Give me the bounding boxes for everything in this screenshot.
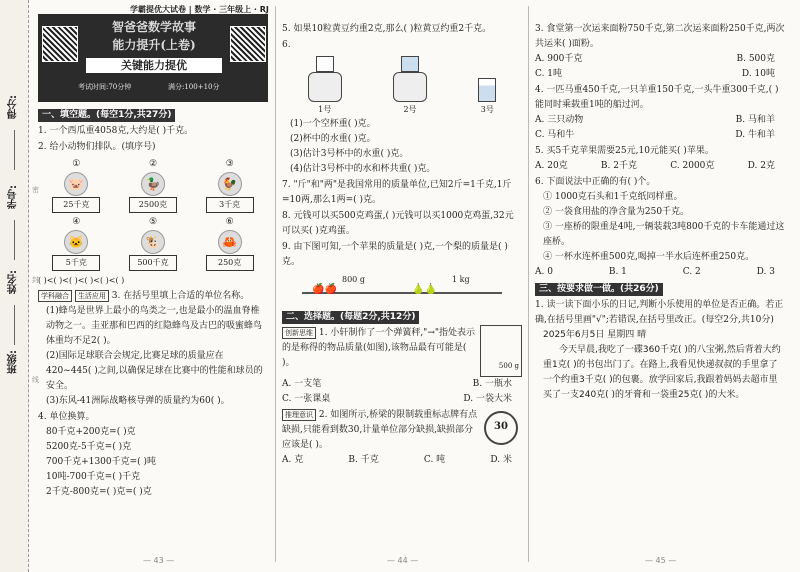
- s3-q1: 1. 读一读下面小乐的日记,判断小乐使用的单位是否正确。若正确,在括号里画"√";若错误,在括号里改正。(每空2分,共10分): [535, 300, 784, 325]
- conversion-1: 80千克+200克=( )克: [46, 427, 136, 437]
- scale-3: 3号: [478, 78, 496, 117]
- rooster-icon: 🐓: [218, 172, 242, 196]
- s1-q8: 8. 元钱可以买500克鸡蛋,( )元钱可以买1000克鸡蛋,32元可以买( )克鸡蛋。: [282, 211, 514, 236]
- option-b[interactable]: B. 千克: [348, 455, 379, 465]
- s2-q2: 2. 如图所示,桥梁的限制载重标志牌有点缺损,只能看到数30,计量单位部分缺损,缺损部分应该是( )。: [282, 410, 478, 450]
- animal-card: ⑤ 🐮 500千克: [129, 215, 177, 271]
- diary-date: 2025年6月5日 星期四 晴: [543, 330, 647, 340]
- class-label: 班级:: [8, 350, 19, 374]
- s2-q6: 6. 下面说法中正确的有( )个。: [535, 177, 656, 187]
- option-d[interactable]: D. 10吨: [741, 69, 775, 79]
- option-d[interactable]: D. 一袋大米: [463, 394, 512, 404]
- s1-q9: 9. 由下图可知,一个苹果的质量是( )克,一个梨的质量是( )克。: [282, 242, 508, 267]
- option-c[interactable]: C. 吨: [423, 455, 446, 465]
- option-a[interactable]: A. 0: [535, 267, 553, 277]
- option-b[interactable]: B. 一瓶水: [472, 379, 512, 389]
- s1-q4: 4. 单位换算。: [38, 412, 95, 422]
- animal-card: ③ 🐓 3千克: [206, 157, 254, 213]
- option-d[interactable]: D. 3: [756, 267, 775, 277]
- s2-q1: 1. 小轩制作了一个弹簧秤,"→"指处表示的是称得的物品质量(如图),该物品最有可能是( )。: [282, 328, 476, 368]
- weight-1kg: 1 kg: [452, 275, 470, 284]
- option-b[interactable]: B. 马和羊: [735, 115, 775, 125]
- s1-q3-2: (2)国际足球联合会规定,比赛足球的质量应在420~445( )之间,以确保足球在比赛中的性能和球员的安全。: [46, 351, 263, 391]
- s1-q6-4: (4)估计3号杯中的水和杯共重( )克。: [290, 164, 436, 174]
- cow-icon: 🐮: [141, 230, 165, 254]
- page-45: [535, 0, 785, 572]
- binding-strip: [0, 0, 29, 572]
- column-divider: [275, 6, 276, 562]
- spring-scale-icon: 500 g: [480, 325, 522, 377]
- s2-q5: 5. 买5千克苹果需要25元,10元能买( )苹果。: [535, 146, 714, 156]
- s1-q3: 3. 在括号里填上合适的单位名称。: [111, 291, 250, 301]
- score-label: 得分:: [8, 95, 19, 119]
- load-limit-sign-icon: 30: [484, 411, 518, 445]
- s1-q1: 1. 一个西瓜重4058克,大约是( )千克。: [38, 126, 194, 136]
- scale-dial-icon: [393, 72, 427, 102]
- conversion-5: 2千克-800克=( )克=( )克: [46, 487, 152, 497]
- s1-q6-3: (3)估计3号杯中的水重( )克。: [290, 149, 409, 159]
- s2-q6-options: [535, 265, 785, 280]
- option-a[interactable]: A. 一支笔: [282, 379, 322, 389]
- option-c[interactable]: C. 马和牛: [535, 130, 575, 140]
- s2-q4-options: [535, 113, 785, 128]
- duck-icon: 🦆: [141, 172, 165, 196]
- s2-q3-options: [535, 52, 785, 67]
- animal-row-2: [38, 215, 268, 271]
- qr-code-left: [42, 26, 78, 62]
- option-c[interactable]: C. 一张课桌: [282, 394, 331, 404]
- cat-icon: 🐱: [64, 230, 88, 254]
- s1-q6-2: (2)杯中的水重( )克。: [290, 134, 376, 144]
- seal-mark-2: 封: [32, 276, 39, 284]
- cup-icon: [316, 56, 334, 72]
- exam-time: 考试时间:70分钟: [78, 83, 132, 91]
- section-3-title: 三、按要求做一做。(共26分): [535, 283, 663, 296]
- section-2-title: 二、选择题。(每题2分,共12分): [282, 311, 419, 324]
- cup-icon: [478, 78, 496, 102]
- s2-q1-options: [282, 377, 522, 392]
- pig-icon: 🐷: [64, 172, 88, 196]
- s2-q4: 4. 一匹马重450千克,一只羊重150千克,一头牛重300千克,( )能同时乘载重1吨的船过河。: [535, 85, 779, 110]
- page-43: 学霸提优大试卷 | 数学 · 三年级上 · RJ 智爸爸数学故事 能力提升(上卷) 关键能力提优 考试时间:70分钟 满分:100+10分 一、填空题。(每空1分,共27分) 1. 一个西瓜重4058克,大约是( )千克。 2. 给小动物们排队。(填序号) ① 🐷 25千克 ② 🦆 2500克 ③ 🐓 3千克 ④ 🐱 5千克 ⑤ 🐮 500千克 ⑥ 🦀 250克 ( )<( )<( )<( )<( )<( ) 学科融合 生活应用 3. 在括号里填上合适的单位名称。 (1)蜂鸟是世界上最小的鸟类之一,也是最小的温血脊椎动物之一。圭亚那和巴西的红隐蜂鸟及古巴的吸蜜蜂鸟体重均不足2( )。 (2)国际足球联合会规定,比赛足球的质量应在420~445( )之间,以确保足球在比赛中的性能和球员的安全。 (3)东风-41洲际战略核导弹的质量约为60( )。 4. 单位换算。 80千克+200克=( )克 5200克-5千克=( )克 700千克+1300千克=( )吨 10吨-700千克=( )千克 2千克-800克=( )克=( )克 — 43 —: [38, 0, 268, 572]
- animal-card: ④ 🐱 5千克: [52, 215, 100, 271]
- banner-subtitle: 关键能力提优: [86, 58, 222, 73]
- innovation-tag: 创新思维: [282, 327, 316, 339]
- scale-1: 1号: [308, 56, 342, 117]
- crab-icon: 🦀: [218, 230, 242, 254]
- student-id-label: 学号:: [8, 185, 19, 209]
- student-id-line: [14, 220, 15, 260]
- qr-code-right: [230, 26, 266, 62]
- statement-2: ② 一袋食用盐的净含量为250千克。: [543, 207, 690, 217]
- page-number-43: — 43 —: [143, 556, 175, 565]
- banner-title-2: 能力提升(上卷): [112, 38, 196, 52]
- section-1-title: 一、填空题。(每空1分,共27分): [38, 109, 175, 122]
- option-d[interactable]: D. 米: [490, 455, 512, 465]
- pear-icon: 🍐🍐: [412, 284, 437, 295]
- cup-icon: [401, 56, 419, 72]
- statement-1: ① 1000克石头和1千克纸同样重。: [543, 192, 683, 202]
- option-b[interactable]: B. 2千克: [600, 161, 637, 171]
- s2-q1-options-2: [282, 392, 522, 407]
- s2-q4-options-2: [535, 128, 785, 143]
- animal-card: ② 🦆 2500克: [129, 157, 177, 213]
- s2-q3-options-2: [535, 67, 785, 82]
- scale-dial-icon: [308, 72, 342, 102]
- balance-figure: [282, 270, 522, 310]
- name-line: [14, 305, 15, 345]
- name-label: 姓名:: [8, 270, 19, 294]
- statement-3: ③ 一座桥的限重是4吨,一辆装载3吨800千克的卡车能通过这座桥。: [543, 222, 785, 247]
- animal-card: ⑥ 🦀 250克: [206, 215, 254, 271]
- option-a[interactable]: A. 20克: [535, 161, 568, 171]
- score-line: [14, 130, 15, 170]
- page-number-45: — 45 —: [645, 556, 677, 565]
- option-a[interactable]: A. 克: [282, 455, 304, 465]
- reasoning-tag: 推理意识: [282, 409, 316, 421]
- s1-q6-1: (1)一个空杯重( )克。: [290, 119, 376, 129]
- statement-4: ④ 一杯水连杯重500克,喝掉一半水后连杯重250克。: [543, 252, 755, 262]
- scales-figure: [282, 53, 522, 117]
- animal-card: ① 🐷 25千克: [52, 157, 100, 213]
- conversion-3: 700千克+1300千克=( )吨: [46, 457, 157, 467]
- s1-q2: 2. 给小动物们排队。(填序号): [38, 142, 156, 152]
- page-number-44: — 44 —: [387, 556, 419, 565]
- option-c[interactable]: C. 1吨: [535, 69, 563, 79]
- option-d[interactable]: D. 牛和羊: [735, 130, 775, 140]
- weight-800g: 800 g: [342, 275, 365, 284]
- page-44: [282, 0, 522, 572]
- seal-mark-1: 密: [32, 186, 39, 194]
- animal-row-1: [38, 157, 268, 213]
- option-d[interactable]: D. 2克: [747, 161, 775, 171]
- apple-icon: 🍎🍎: [312, 284, 337, 295]
- scale-2: 2号: [393, 56, 427, 117]
- option-b[interactable]: B. 500克: [736, 54, 775, 64]
- seal-mark-3: 线: [32, 376, 39, 384]
- s1-q7: 7. "斤"和"两"是我国常用的质量单位,已知2斤=1千克,1斤=10两,那么1两=( )克。: [282, 180, 512, 205]
- option-a[interactable]: A. 900千克: [535, 54, 583, 64]
- conversion-2: 5200克-5千克=( )克: [46, 442, 132, 452]
- diary-text: 今天早晨,我吃了一碟360千克( )的八宝粥,然后背着大约重1克( )的书包出门了。在路上,我看见快递叔叔的手里拿了一个约重3千克( )的包裹。放学回家后,我跟着妈妈去超市里买了一支240克( )的牙膏和一袋重25克( )的大米。: [543, 345, 781, 400]
- option-c[interactable]: C. 2000克: [670, 161, 715, 171]
- s1-q3-3: (3)东风-41洲际战略核导弹的质量约为60( )。: [46, 396, 230, 406]
- s2-q3: 3. 食堂第一次运来面粉750千克,第二次运来面粉250千克,两次共运来( )面粉。: [535, 24, 785, 49]
- s1-q3-1: (1)蜂鸟是世界上最小的鸟类之一,也是最小的温血脊椎动物之一。圭亚那和巴西的红隐蜂鸟及古巴的吸蜜蜂鸟体重均不足2( )。: [46, 306, 263, 346]
- option-a[interactable]: A. 三只动物: [535, 115, 584, 125]
- order-answer: ( )<( )<( )<( )<( )<( ): [38, 276, 125, 285]
- option-b[interactable]: B. 1: [608, 267, 627, 277]
- title-banner: [38, 14, 268, 102]
- s2-q2-options: [282, 453, 522, 468]
- full-score: 满分:100+10分: [168, 83, 220, 91]
- option-c[interactable]: C. 2: [682, 267, 701, 277]
- s1-q6: 6.: [282, 40, 291, 50]
- banner-title-1: 智爸爸数学故事: [111, 20, 196, 34]
- conversion-4: 10吨-700千克=( )千克: [46, 472, 141, 482]
- s2-q5-options: [535, 159, 785, 174]
- column-divider: [528, 6, 529, 562]
- header-series: 学霸提优大试卷 | 数学 · 三年级上 · RJ: [130, 5, 269, 14]
- s1-q5: 5. 如果10粒黄豆约重2克,那么( )粒黄豆约重2千克。: [282, 24, 492, 34]
